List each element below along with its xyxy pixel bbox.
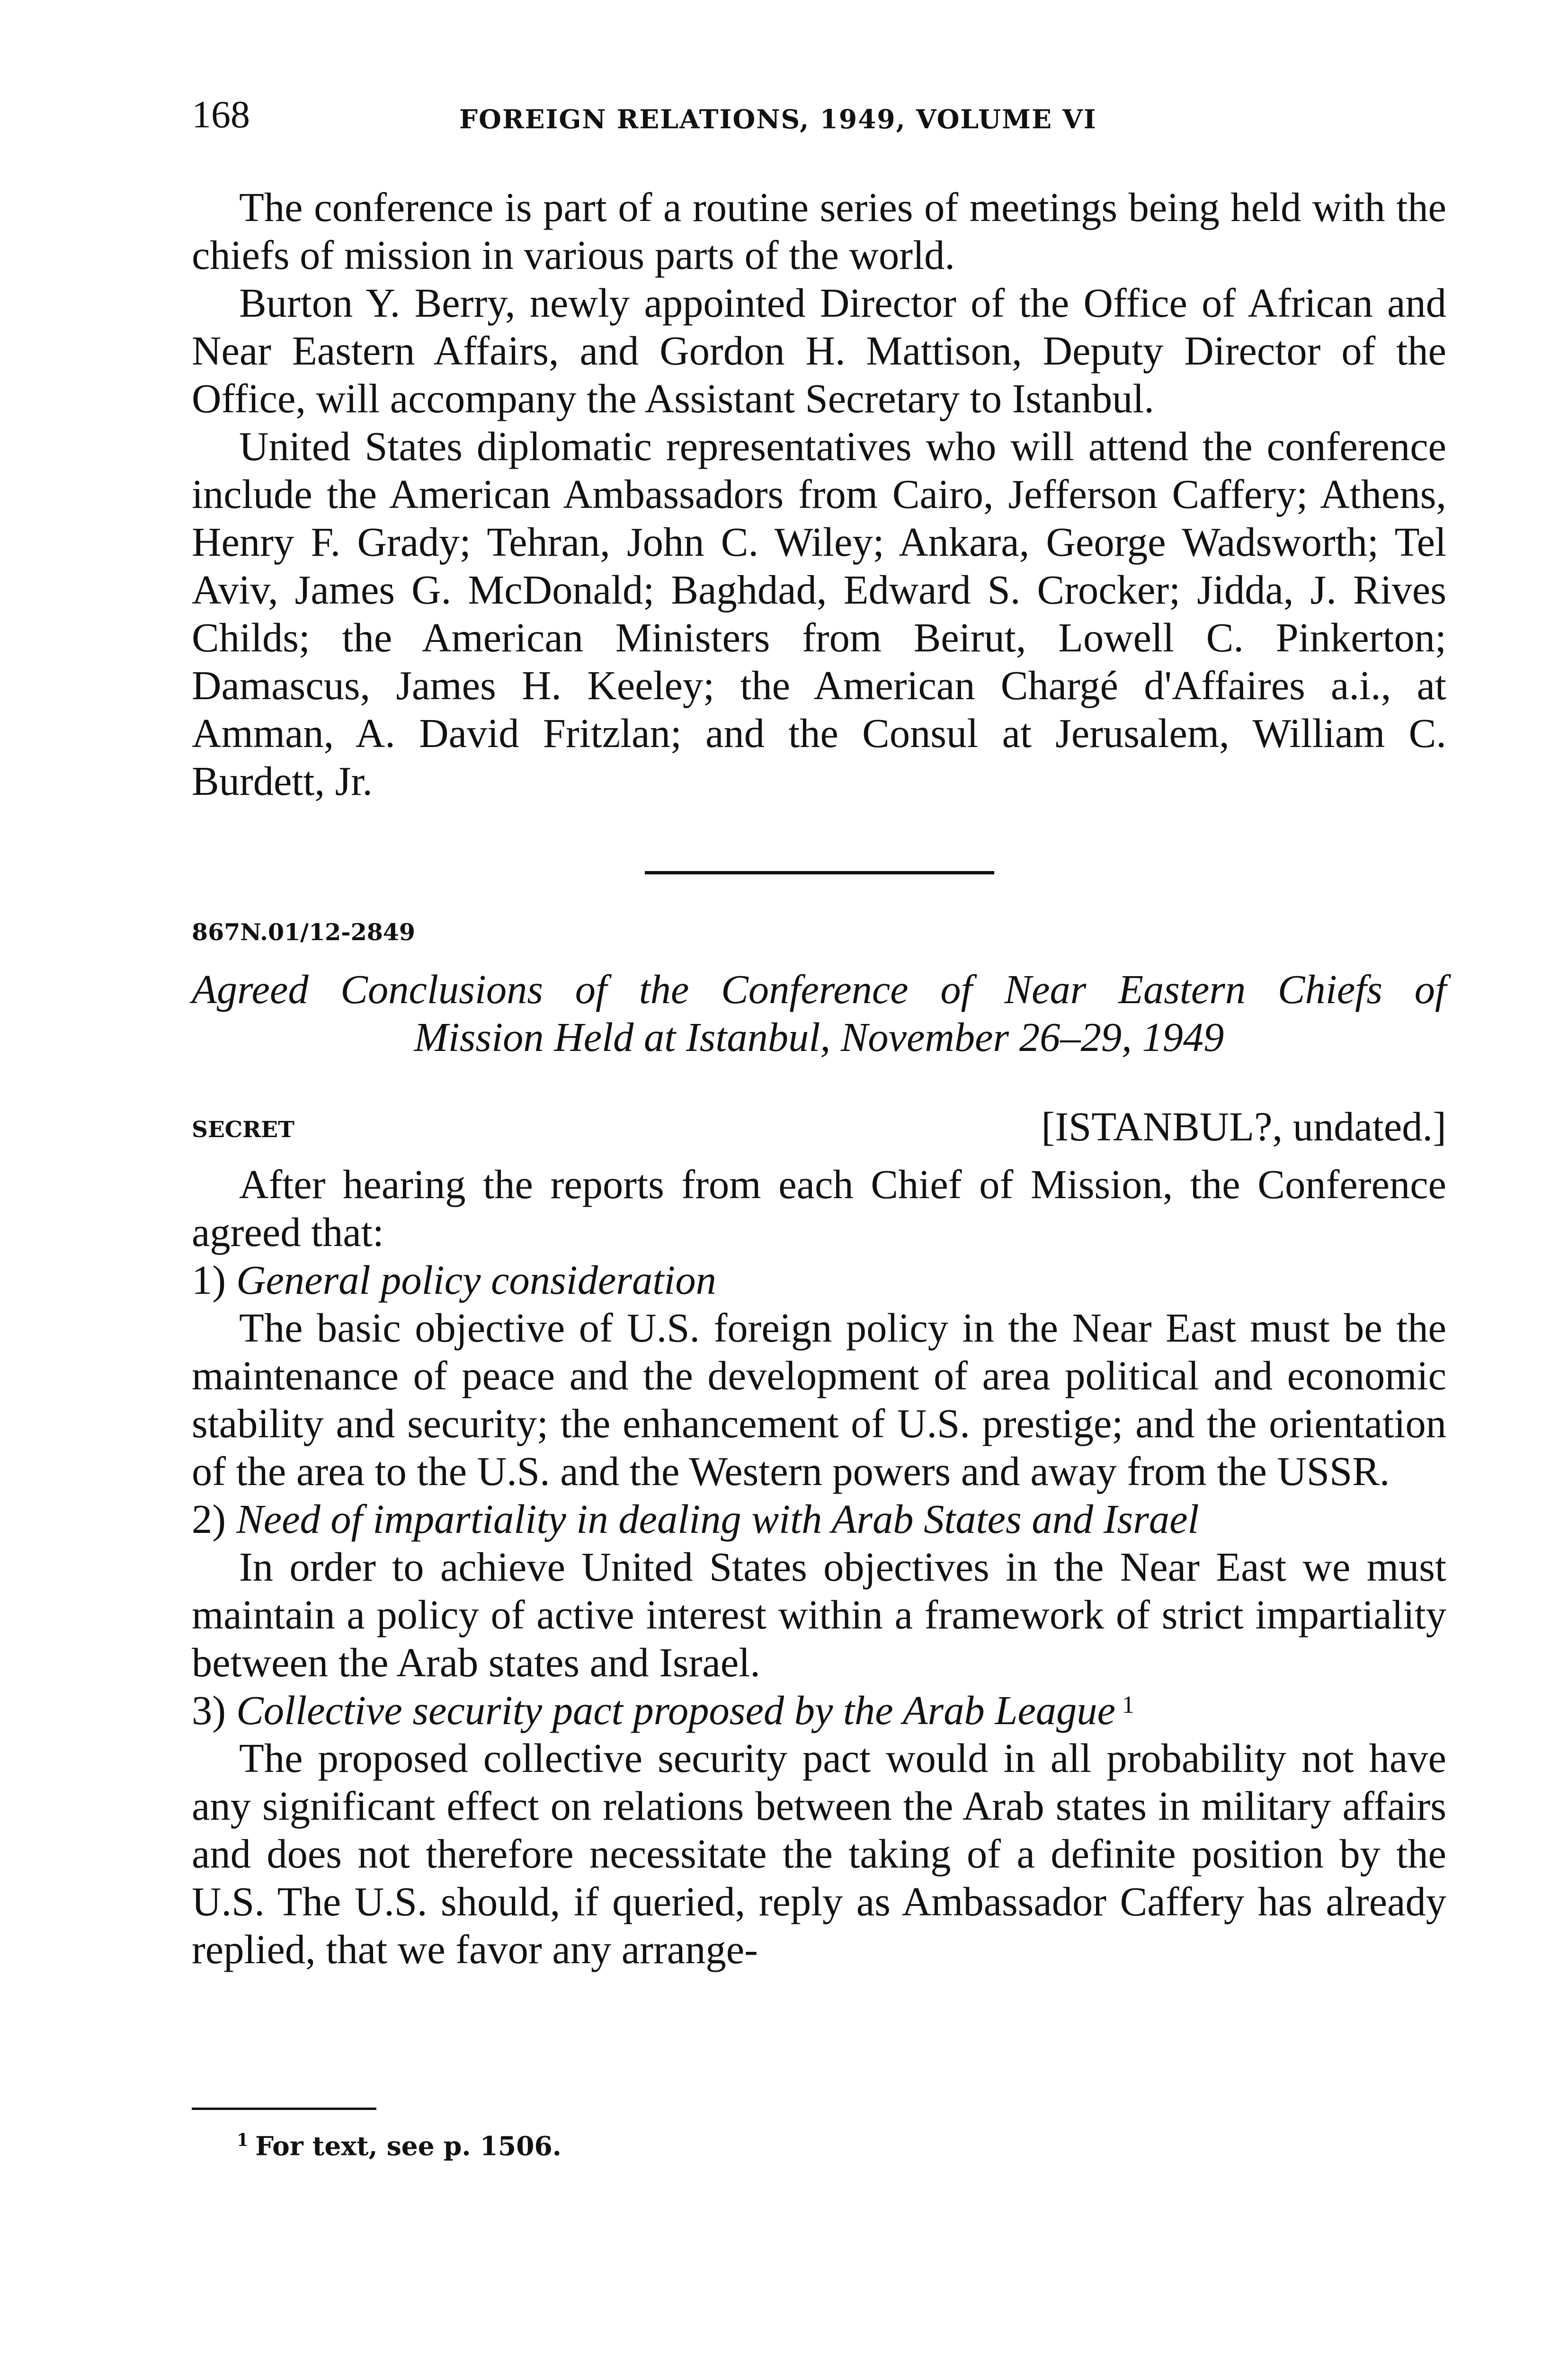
item-heading [192,1256,1446,1304]
item-title: Need of impartiality in dealing with Arab States and Israel [236,1496,1199,1542]
page-number: 168 [192,93,250,136]
opening-paragraph: After hearing the reports from each Chief of Mission, the Conference agreed that: [192,1162,1446,1255]
item-paragraph: The proposed collective security pact would in all probability not have any significant effect on relations between the Arab states in military affairs and does not therefore necessitate the taking of a definite position by the U.S. The U.S. should, if queried, reply as Ambassador Caffery has already replied, that we favor any arrange- [192,1735,1446,1972]
item-title: General policy consideration [236,1257,716,1303]
footnote-mark: 1 [237,2130,249,2150]
document-title-line2: Mission Held at Istanbul, November 26–29, 1949 [414,1014,1224,1060]
item-heading [192,1495,1446,1543]
footnote [237,2130,561,2161]
section-divider [645,871,994,874]
document-title-line1: Agreed Conclusions of the Conference of Near Eastern Chiefs of [192,967,1446,1012]
item-number: 2) [192,1496,226,1542]
file-reference: 867N.01/12-2849 [192,918,415,946]
footnote-reference[interactable]: 1 [1122,1691,1134,1718]
intro-section [192,184,1446,805]
item-number: 1) [192,1257,226,1303]
document-title [192,966,1446,1061]
item-heading [192,1687,1446,1735]
classification-label: SECRET [192,1117,295,1143]
page-header [192,92,1337,149]
running-head: FOREIGN RELATIONS, 1949, VOLUME VI [459,104,1097,134]
item-number: 3) [192,1688,226,1733]
intro-paragraph: United States diplomatic representatives who will attend the conference include the American Ambassadors from Cairo, Jefferson Caffery; Athens, Henry F. Grady; Tehran, John C. Wiley; Ankara, George Wadsworth; Tel Aviv, James G. McDonald; Baghdad, Edward S. Crocker; Jidda, J. Rives Childs; the American Ministers from Beirut, Lowell C. Pinkerton; Damascus, James H. Keeley; the American Chargé d'Affaires a.i., at Amman, A. David Fritzlan; and the Consul at Jerusalem, William C. Burdett, Jr. [192,424,1446,804]
intro-paragraph: Burton Y. Berry, newly appointed Director of the Office of African and Near Eastern Affairs, and Gordon H. Mattison, Deputy Director of the Office, will accompany the Assistant Secretary to Istanbul. [192,280,1446,421]
place-date: [ISTANBUL?, undated.] [1041,1104,1446,1149]
conclusions-section [192,1161,1446,1974]
footnote-text: For text, see p. 1506. [255,2130,561,2162]
footnote-rule [192,2108,376,2110]
intro-paragraph: The conference is part of a routine series of meetings being held with the chiefs of mission in various parts of the world. [192,185,1446,278]
item-paragraph: The basic objective of U.S. foreign policy in the Near East must be the maintenance of peace and the development of area political and economic stability and security; the enhancement of U.S. prestige; and the orientation of the area to the U.S. and the Western powers and away from the USSR. [192,1305,1446,1494]
item-paragraph: In order to achieve United States objectives in the Near East we must maintain a policy of active interest within a framework of strict impartiality between the Arab states and Israel. [192,1544,1446,1685]
item-title: Collective security pact proposed by the Arab League [236,1688,1115,1733]
